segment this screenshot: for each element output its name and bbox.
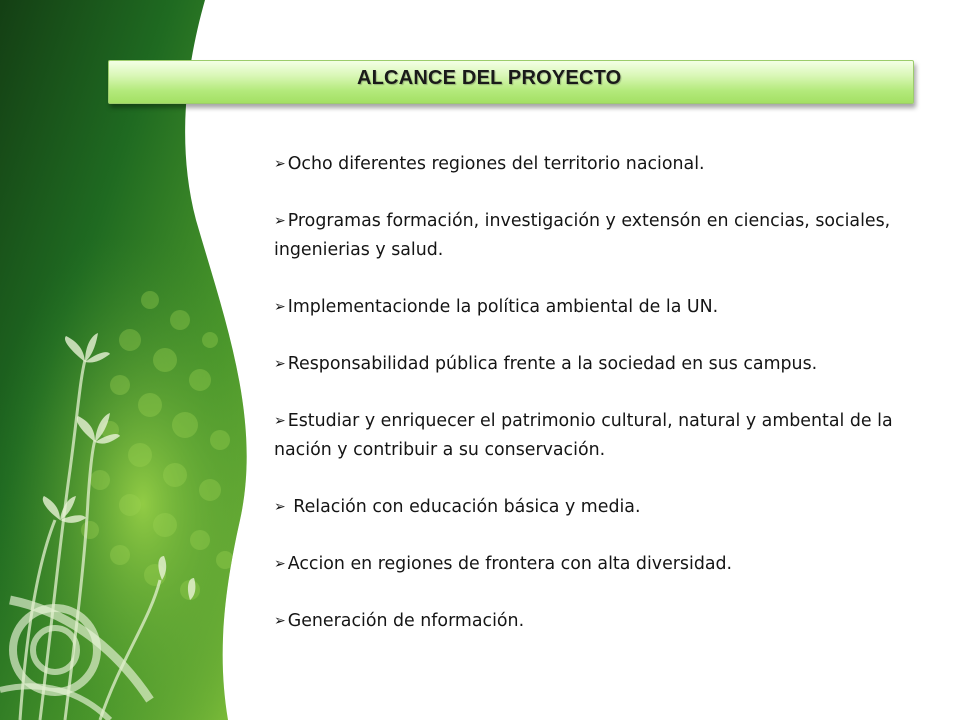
arrow-bullet-icon: ➢ [274,156,286,172]
bullet-text: Responsabilidad pública frente a la sociedad en sus campus. [287,354,818,374]
list-item [274,607,924,636]
arrow-bullet-icon: ➢ [274,299,286,315]
list-item [274,293,924,322]
bullet-text: Relación con educación básica y media. [287,497,641,517]
arrow-bullet-icon: ➢ [274,499,286,515]
list-item [274,150,924,179]
slide-title: ALCANCE DEL PROYECTO [357,67,622,89]
bullet-text: Implementacionde la política ambiental de la UN. [287,297,719,317]
arrow-bullet-icon: ➢ [274,213,286,229]
title-bar [108,60,914,104]
bullet-list [274,150,924,664]
bullet-text: Programas formación, investigación y extensón en ciencias, sociales, ingenierias y salud. [274,211,891,260]
bullet-text: Generación de nformación. [287,611,525,631]
list-item [274,207,924,265]
list-item [274,550,924,579]
bullet-text: Ocho diferentes regiones del territorio nacional. [287,154,705,174]
arrow-bullet-icon: ➢ [274,413,286,429]
bullet-text: Estudiar y enriquecer el patrimonio cultural, natural y ambental de la nación y contribuir a su conservación. [274,411,893,460]
list-item [274,493,924,522]
arrow-bullet-icon: ➢ [274,613,286,629]
arrow-bullet-icon: ➢ [274,356,286,372]
arrow-bullet-icon: ➢ [274,556,286,572]
list-item [274,407,924,465]
list-item [274,350,924,379]
bullet-text: Accion en regiones de frontera con alta diversidad. [287,554,733,574]
